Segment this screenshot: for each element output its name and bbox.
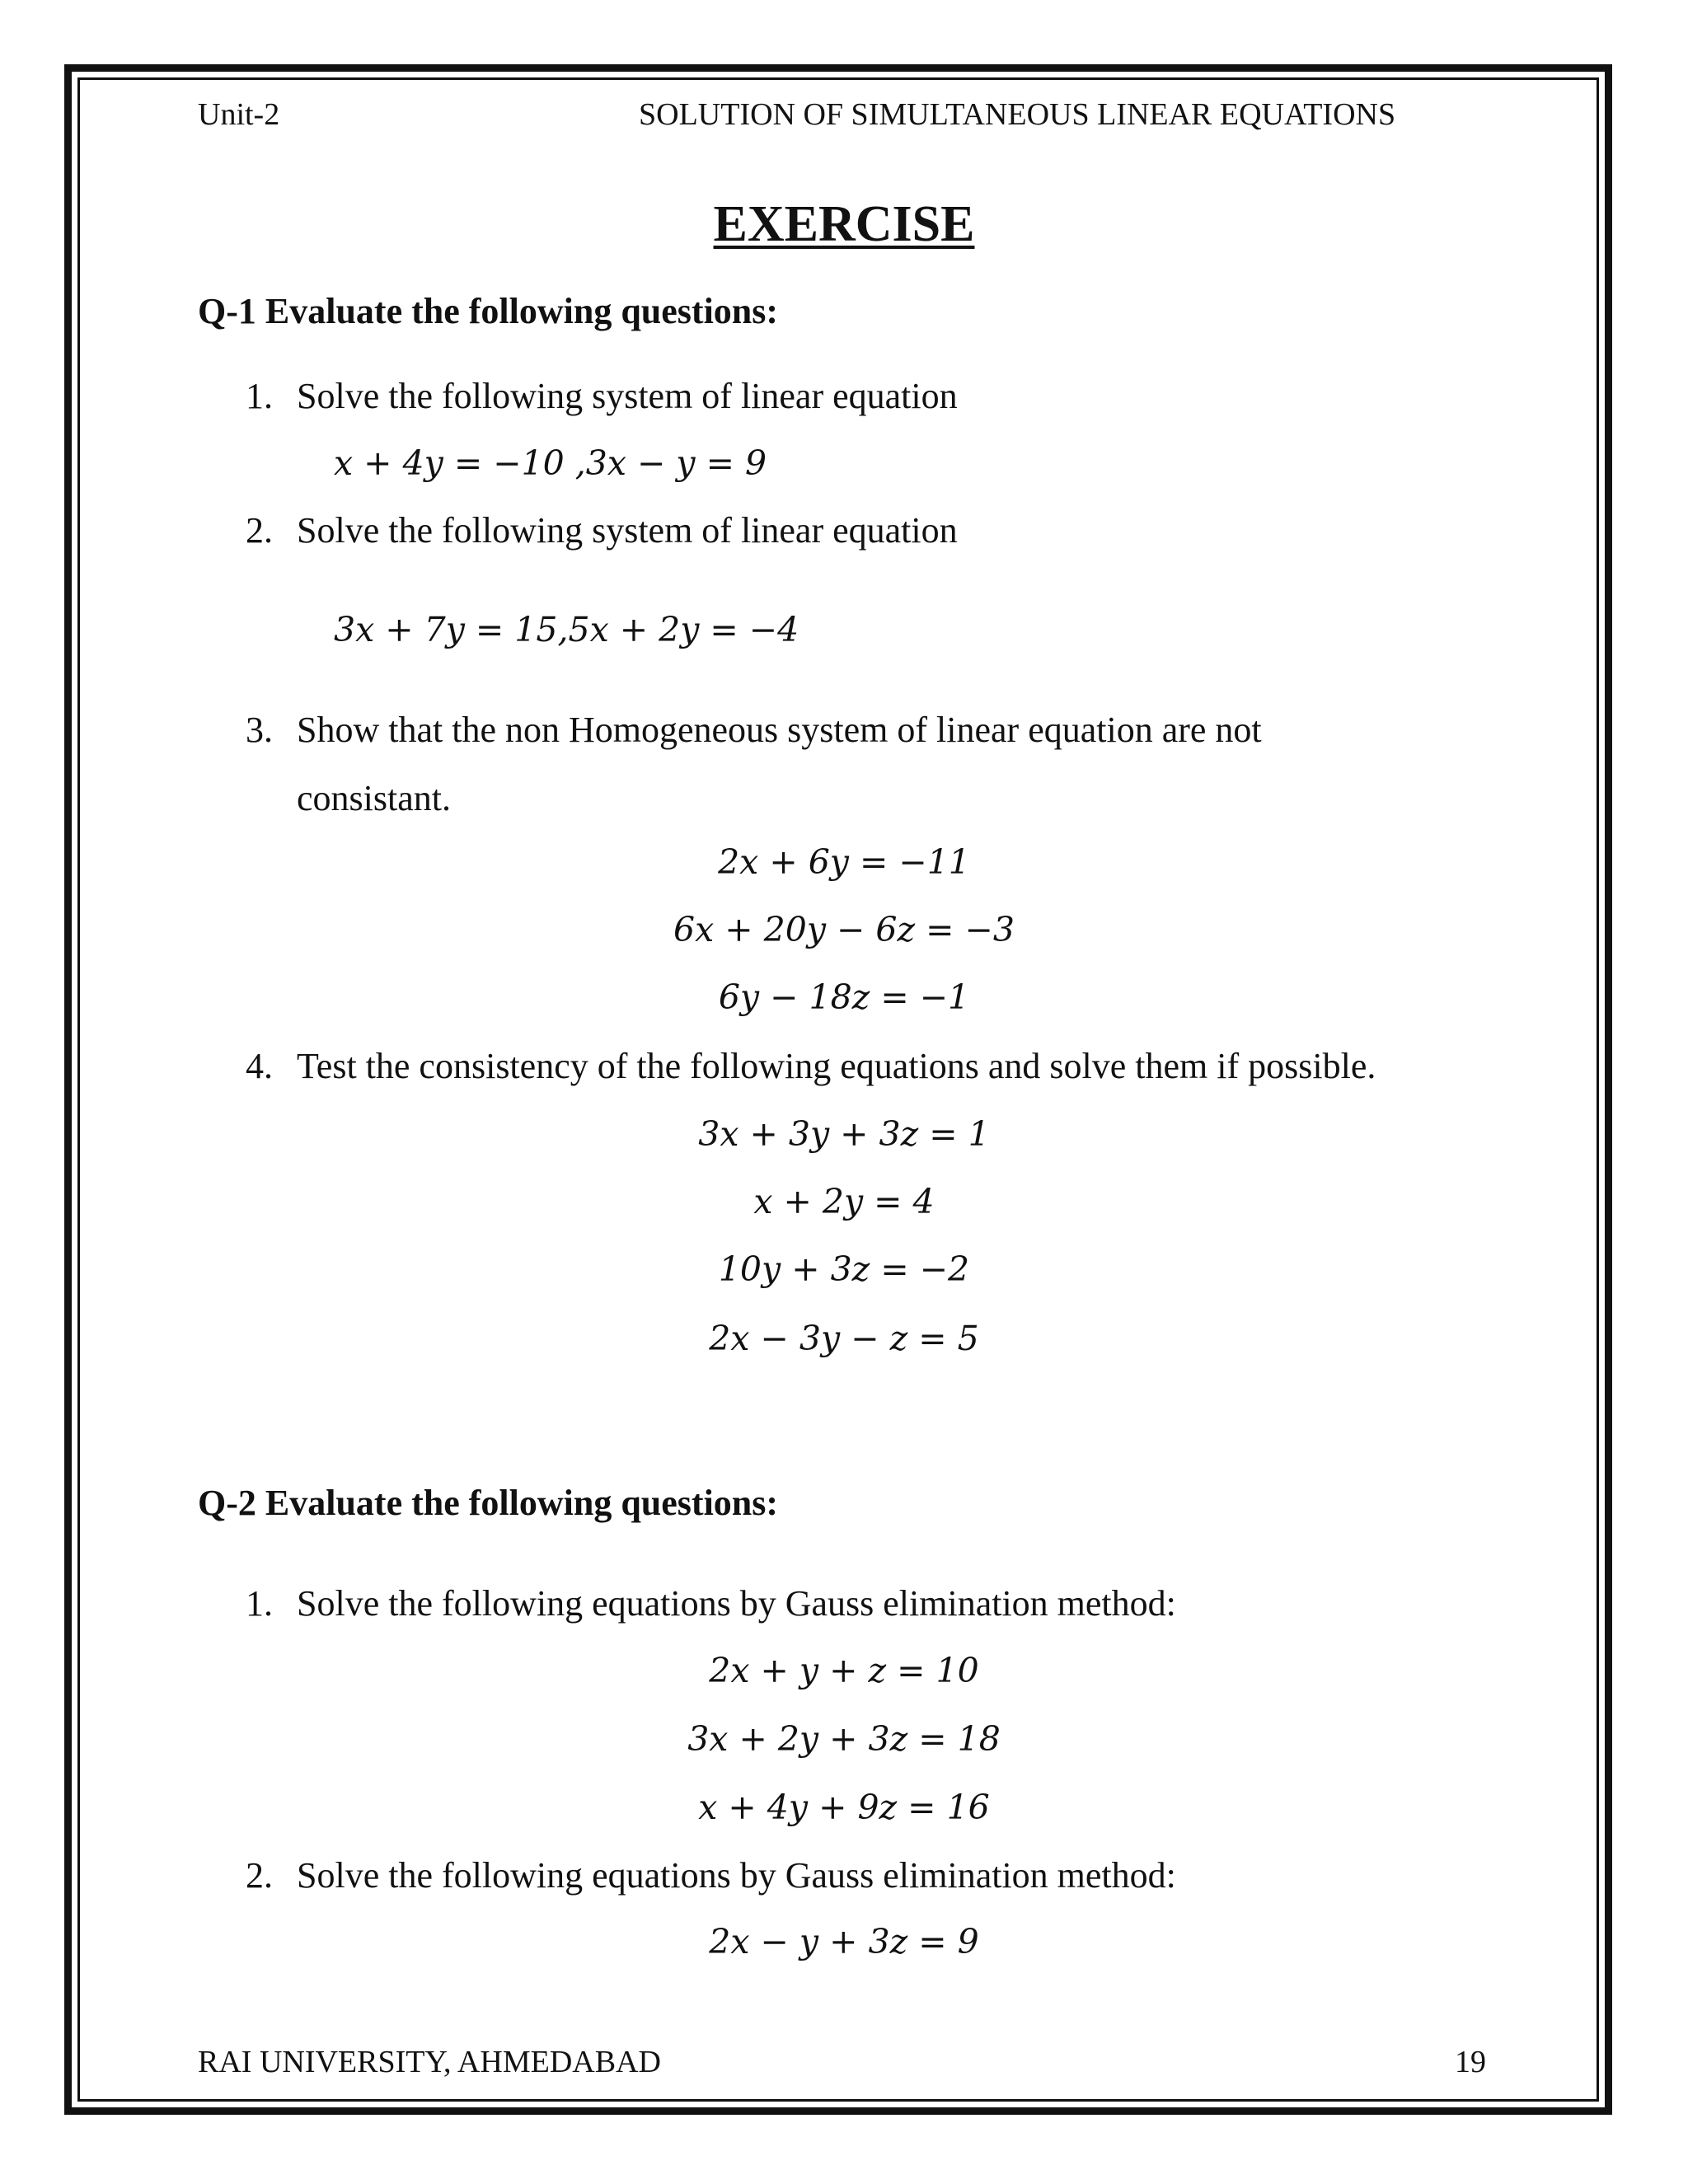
equation: x + 4y + 9z = 16 — [698, 1788, 990, 1827]
header-chapter: SOLUTION OF SIMULTANEOUS LINEAR EQUATIONS — [639, 97, 1396, 132]
item-text: Solve the following equations by Gauss elimination method: — [297, 1583, 1176, 1624]
item-number: 4. — [246, 1046, 273, 1086]
equation: 6x + 20y − 6z = −3 — [673, 910, 1015, 949]
equation: x + 2y = 4 — [753, 1182, 935, 1221]
equation: 2x + y + z = 10 — [709, 1651, 979, 1690]
item-text: Test the consistency of the following equations and solve them if possible. — [297, 1046, 1376, 1086]
equation: 6y − 18z = −1 — [718, 977, 970, 1017]
item-text: Solve the following system of linear equation — [297, 376, 958, 416]
item-number: 1. — [246, 376, 273, 416]
equation: x + 4y = −10 ,3x − y = 9 — [334, 443, 767, 483]
item-number: 3. — [246, 710, 273, 750]
page-number: 19 — [1455, 2045, 1486, 2079]
equation: 2x − 3y − z = 5 — [709, 1319, 979, 1358]
item-text: Solve the following equations by Gauss elimination method: — [297, 1855, 1176, 1896]
equation: 2x − y + 3z = 9 — [709, 1922, 979, 1961]
item-text: Solve the following system of linear equation — [297, 510, 958, 551]
item-number: 2. — [246, 1855, 273, 1896]
header-unit: Unit-2 — [198, 97, 280, 132]
item-number: 1. — [246, 1583, 273, 1624]
q2-heading: Q-2 Evaluate the following questions: — [198, 1483, 779, 1523]
q1-heading: Q-1 Evaluate the following questions: — [198, 291, 779, 331]
footer-university: RAI UNIVERSITY, AHMEDABAD — [198, 2045, 661, 2079]
equation: 3x + 3y + 3z = 1 — [698, 1114, 990, 1154]
item-text: Show that the non Homogeneous system of linear equation are not — [297, 710, 1262, 750]
equation: 3x + 2y + 3z = 18 — [687, 1719, 1001, 1759]
equation: 2x + 6y = −11 — [718, 842, 970, 882]
page-title: EXERCISE — [713, 196, 975, 252]
item-number: 2. — [246, 510, 273, 551]
item-text-continued: consistant. — [297, 778, 451, 818]
equation: 3x + 7y = 15,5x + 2y = −4 — [334, 610, 799, 649]
equation: 10y + 3z = −2 — [718, 1249, 970, 1289]
